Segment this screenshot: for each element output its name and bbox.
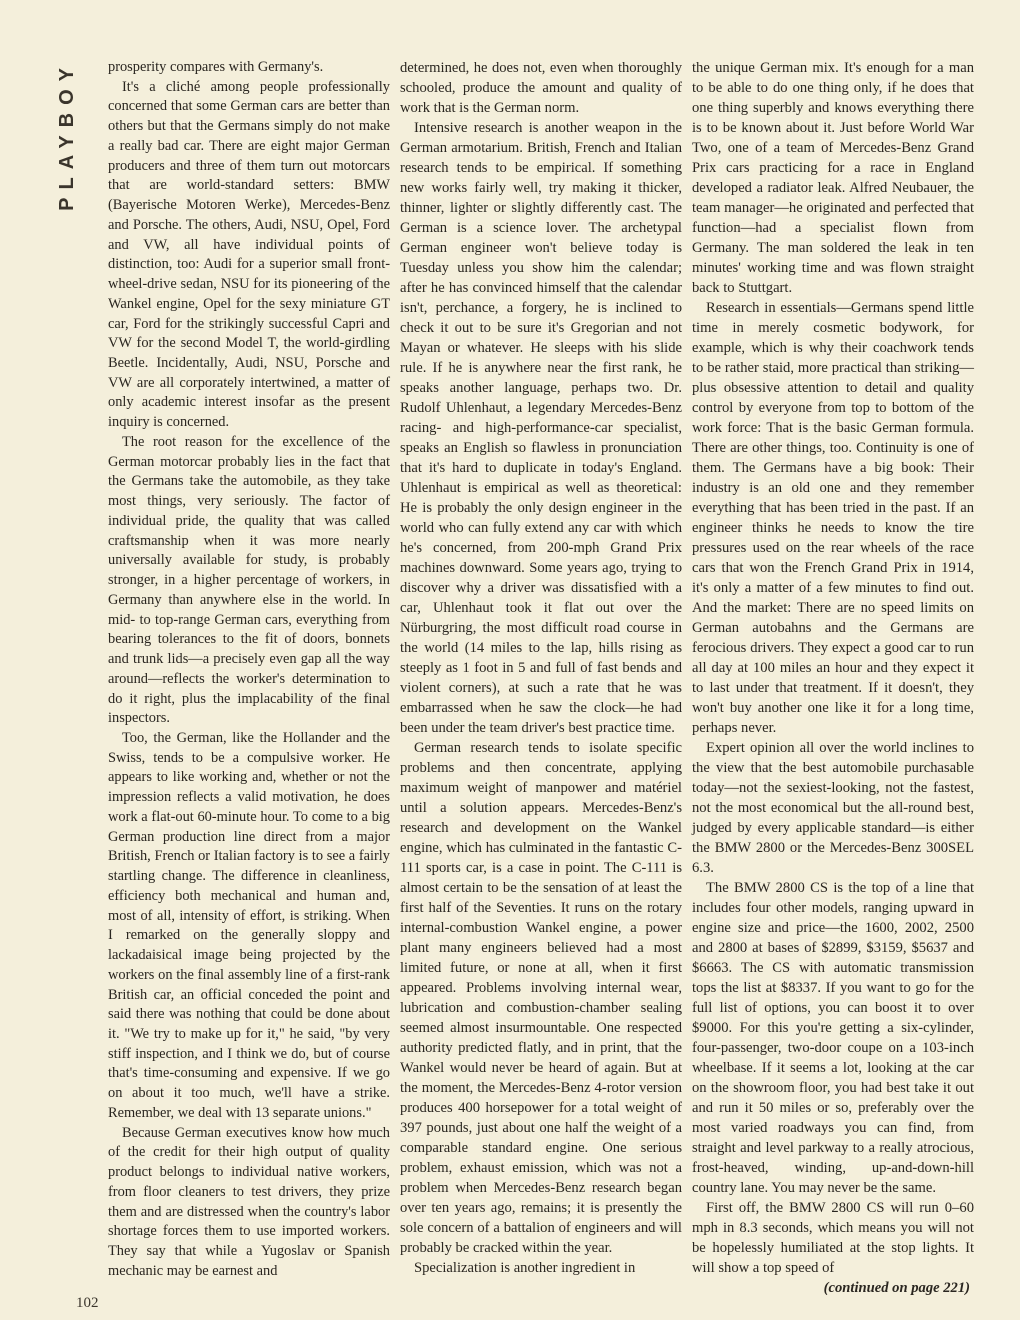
page-number: 102 [76, 1295, 99, 1311]
text-column-3 [692, 58, 974, 1298]
paragraph: It's a cliché among people professionally concerned that some German cars are better than others but that the Germans simply do not make a really bad car. There are eight major German producers and three of them turn out motorcars that are world-standard setters: BMW (Bayerische Motoren Werke), Mercedes-Benz and Porsche. The others, Audi, NSU, Opel, Ford and VW, all have individual points of distinction, too: Audi for a superior small front-wheel-drive sedan, NSU for its pioneering of the Wankel engine, Opel for the sexy miniature GT car, Ford for the strikingly successful Capri and VW for the second Model T, the world-girdling Beetle. Incidentally, Audi, NSU, Porsche and VW are all corporately intertwined, a matter of only academic interest insofar as the present inquiry is concerned. [108, 78, 390, 431]
paragraph: Intensive research is another weapon in the German armotarium. British, French and Italian research tends to be empirical. If something new works fairly well, try making it thicker, thinner, lighter or slightly differently cast. The German is a science lover. The archetypal German engineer won't believe today is Tuesday unless you show him the calendar; after he has convinced himself that the calendar isn't, perchance, a forgery, he is inclined to check it out to be sure it's Gregorian and not Mayan or whatever. He sleeps with his slide rule. If he is anywhere near the first rank, he speaks another language, perhaps two. Dr. Rudolf Uhlenhaut, a legendary Mercedes-Benz racing- and high-performance-car specialist, speaks an English so flawless in pronunciation that it's hard to duplicate in today's England. Uhlenhaut is empirical as well as theoretical: He is probably the only design engineer in the world who can fully extend any car with which he's concerned, from 200-mph Grand Prix machines downward. Some years ago, trying to discover why a driver was dissatisfied with a car, Uhlenhaut took it flat out over the Nürburgring, the most difficult road course in the world (14 miles to the lap, hills rising as steeply as 1 foot in 5 and full of fast bends and violent corners), at such a rate that he was embarrassed when he saw the clock—he had been under the team driver's best practice time. [400, 120, 682, 736]
masthead: PLAYBOY [56, 60, 78, 211]
text-column-2 [400, 58, 682, 1278]
paragraph: prosperity compares with Germany's. [108, 59, 324, 75]
paragraph: Research in essentials—Germans spend little time in merely cosmetic bodywork, for example, which is why their coachwork tends to be rather staid, more practical than striking—plus obsessive attention to detail and quality control by everyone from top to bottom of the work force: That is the basic German formula. There are other things, too. Continuity is one of them. The Germans have a big book: Their industry is an old one and they remember everything that has been tried in the past. If an engineer thinks he needs to know the tire pressures used on the rear wheels of the race cars that won the French Grand Prix in 1914, it's only a matter of a few minutes to find out. And the market: There are no speed limits on German autobahns and the Germans are ferocious drivers. They expect a good car to run all day at 100 miles an hour and they expect it to last under that treatment. If it doesn't, they won't buy another one like it for a long time, perhaps never. [692, 300, 974, 736]
paragraph: German research tends to isolate specific problems and then concentrate, applying maximum weight of manpower and matériel until a solution appears. Mercedes-Benz's research and development on the Wankel engine, which has culminated in the fantastic C-111 sports car, is a case in point. The C-111 is almost certain to be the sensation of at least the first half of the Seventies. It runs on the rotary internal-combustion Wankel engine, a power plant many engineers believed had a most limited future, or none at all, when it first appeared. Problems involving internal wear, lubrication and combustion-chamber sealing seemed almost insurmountable. One respected authority predicted flatly, and in print, that the Wankel would never be heard of again. But at the moment, the Mercedes-Benz 4-rotor version produces 400 horsepower for a total weight of 397 pounds, just about one half the weight of a comparable standard engine. One serious problem, exhaust emission, which was not a problem when Mercedes-Benz research began over ten years ago, remains; it is presently the sole concern of a battalion of engineers and will probably be cracked within the year. [400, 740, 682, 1256]
paragraph: Because German executives know how much of the credit for their high output of quality product belongs to individual native workers, from floor cleaners to test drivers, they prize them and are distressed when the country's labor shortage forces them to use imported workers. They say that while a Yugoslav or Spanish mechanic may be earnest and [108, 1124, 390, 1279]
paragraph: The BMW 2800 CS is the top of a line that includes four other models, ranging upward in engine size and price—the 1600, 2002, 2500 and 2800 at bases of $2899, $3159, $5637 and $6663. The CS with automatic transmission tops the list at $8337. If you want to go for the full list of options, you can boost it to over $9000. For this you're getting a six-cylinder, four-passenger, two-door coupe on a 103-inch wheelbase. If it seems a lot, looking at the car on the showroom floor, you had best take it out and run it 50 miles or so, preferably over the most varied roadways you can find, from straight and level parkway to a really atrocious, frost-heaved, winding, up-and-down-hill country lane. You may never be the same. [692, 880, 974, 1196]
paragraph: determined, he does not, even when thoroughly schooled, produce the amount and quality of work that is the German norm. [400, 60, 682, 116]
text-column-1 [108, 58, 390, 1282]
paragraph: First off, the BMW 2800 CS will run 0–60 mph in 8.3 seconds, which means you will not be hopelessly humiliated at the stop lights. It will show a top speed of [692, 1200, 974, 1276]
paragraph: Expert opinion all over the world inclines to the view that the best automobile purchasable today—not the sexiest-looking, not the fastest, not the most economical but the all-round best, judged by every applicable standard—is either the BMW 2800 or the Mercedes-Benz 300SEL 6.3. [692, 740, 974, 876]
paragraph: Too, the German, like the Hollander and the Swiss, tends to be a compulsive worker. He appears to like working and, whether or not the impression reflects a valid motivation, he does work a flat-out 60-minute hour. To come to a big German production line direct from a major British, French or Italian factory is to see a fairly startling change. The difference in cleanliness, efficiency both mechanical and human and, most of all, intensity of effort, is striking. When I remarked on the generally sloppy and lackadaisical image being projected by the workers on the final assembly line of a first-rank British car, an official conceded the point and said there was nothing that could be done about it. "We try to make up for it," he said, "by very stiff inspection, and I think we do, but of course that's time-consuming and expensive. If we go on about it too much, we'll have a strike. Remember, we deal with 13 separate unions." [108, 729, 390, 1121]
paragraph: The root reason for the excellence of the German motorcar probably lies in the fact that the Germans take the automobile, as they take most things, very seriously. The factor of individual pride, the quality that was called craftsmanship when it was more nearly universally available for study, is probably stronger, in a higher percentage of workers, in Germany than anywhere else in the world. In mid- to top-range German cars, everything from bearing tolerances to the fit of doors, bonnets and trunk lids—a precisely even gap all the way around—reflects the worker's determination to do it right, plus the implacability of the final inspectors. [108, 433, 390, 727]
paragraph: Specialization is another ingredient in [414, 1260, 636, 1276]
continued-line: (continued on page 221) [823, 1280, 970, 1296]
paragraph: the unique German mix. It's enough for a man to be able to do one thing only, if he does that one thing superbly and knows everything there is to be known about it. Just before World War Two, one of a team of Mercedes-Benz Grand Prix cars practicing for a race in England developed a radiator leak. Alfred Neubauer, the team manager—he originated and perfected that function—had a specialist flown from Germany. The man soldered the leak in ten minutes' working time and was flown straight back to Stuttgart. [692, 60, 974, 296]
